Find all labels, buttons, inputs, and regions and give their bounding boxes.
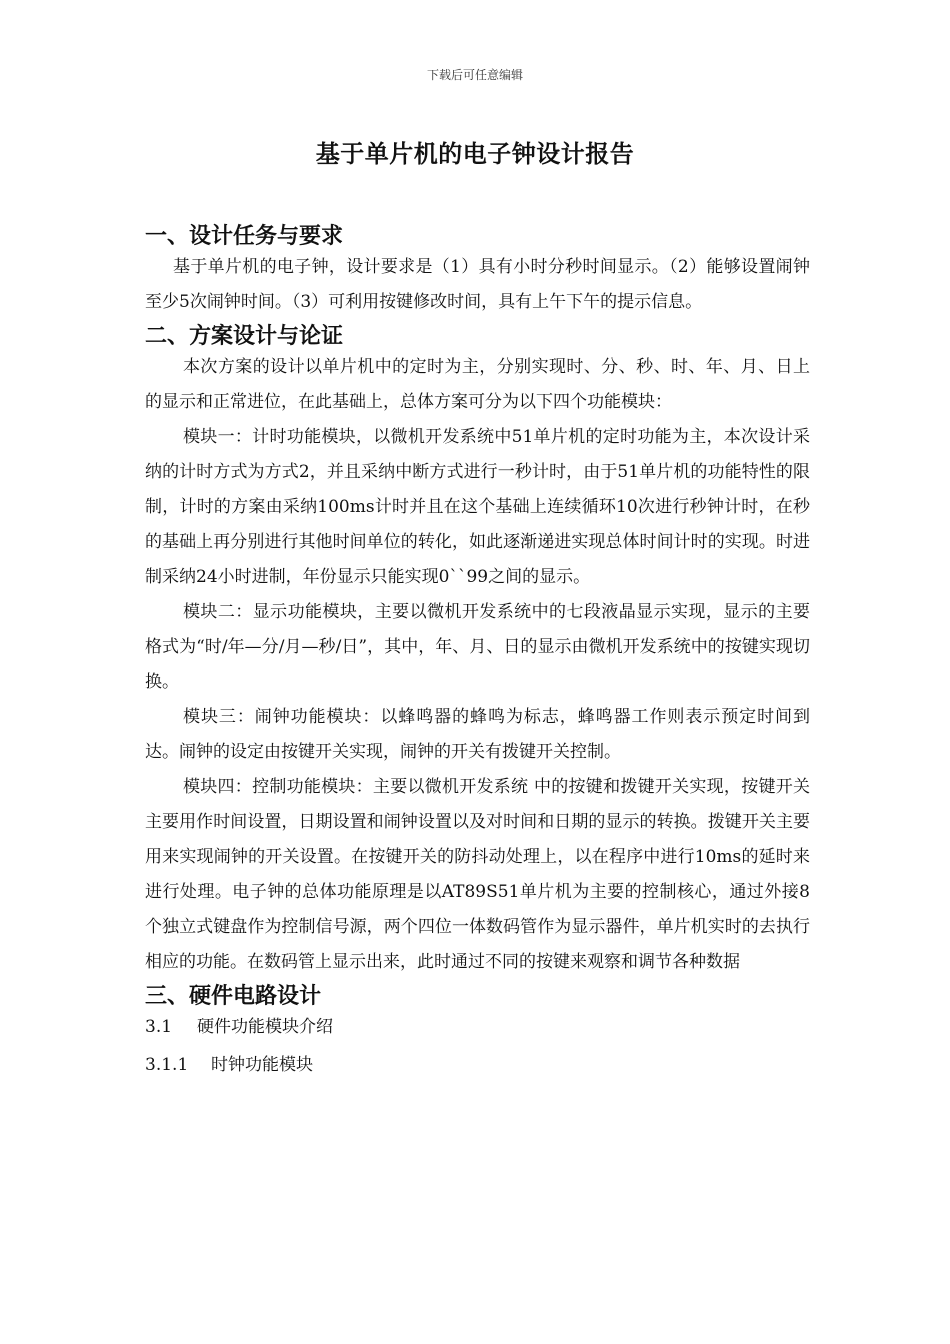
document-body [145, 222, 810, 1082]
header-note: 下载后可任意编辑 [426, 68, 523, 82]
section-2-paragraph-module-2: 模块二：显示功能模块，主要以微机开发系统中的七段液晶显示实现，显示的主要格式为“时/年—分/月—秒/日”，其中，年、月、日的显示由微机开发系统中的按键实现切换。 [145, 602, 810, 692]
section-1-heading: 一、设计任务与要求 [145, 223, 344, 249]
section-1-paragraph: 基于单片机的电子钟，设计要求是（1）具有小时分秒时间显示。（2）能够设置闹钟至少5次闹钟时间。（3）可利用按键修改时间，具有上午下午的提示信息。 [145, 257, 810, 312]
subsection-3-1-1-title: 时钟功能模块 [211, 1055, 313, 1075]
subsection-3-1-1 [145, 1048, 810, 1082]
section-3-heading: 三、硬件电路设计 [145, 983, 322, 1009]
subsection-3-1-1-number: 3.1.1 [145, 1055, 189, 1075]
subsection-3-1-number: 3.1 [145, 1017, 173, 1037]
subsection-3-1 [145, 1010, 810, 1044]
document-title: 基于单片机的电子钟设计报告 [315, 140, 635, 168]
section-2-heading: 二、方案设计与论证 [145, 323, 344, 349]
section-2-paragraph-module-4: 模块四：控制功能模块：主要以微机开发系统 中的按键和拨键开关实现，按键开关主要用作时间设置，日期设置和闹钟设置以及对时间和日期的显示的转换。拨键开关主要用来实现闹钟的开关设置。在按键开关的防抖动处理上，以在程序中进行10ms的延时来进行处理。电子钟的总体功能原理是以AT89S51单片机为主要的控制核心，通过外接8个独立式键盘作为控制信号源，两个四位一体数码管作为显示器件，单片机实时的去执行相应的功能。在数码管上显示出来，此时通过不同的按键来观察和调节各种数据 [145, 777, 810, 972]
section-2-paragraph-1: 本次方案的设计以单片机中的定时为主，分别实现时、分、秒、时、年、月、日上的显示和正常进位，在此基础上，总体方案可分为以下四个功能模块： [145, 357, 810, 412]
subsection-3-1-title: 硬件功能模块介绍 [197, 1017, 333, 1037]
section-2-paragraph-module-1: 模块一：计时功能模块，以微机开发系统中51单片机的定时功能为主，本次设计采纳的计时方式为方式2，并且采纳中断方式进行一秒计时，由于51单片机的功能特性的限制，计时的方案由采纳100ms计时并且在这个基础上连续循环10次进行秒钟计时，在秒的基础上再分别进行其他时间单位的转化，如此逐渐递进实现总体时间计时的实现。时进制采纳24小时进制，年份显示只能实现0``99之间的显示。 [145, 427, 810, 587]
section-2-paragraph-module-3: 模块三：闹钟功能模块：以蜂鸣器的蜂鸣为标志，蜂鸣器工作则表示预定时间到达。闹钟的设定由按键开关实现，闹钟的开关有拨键开关控制。 [145, 707, 810, 762]
